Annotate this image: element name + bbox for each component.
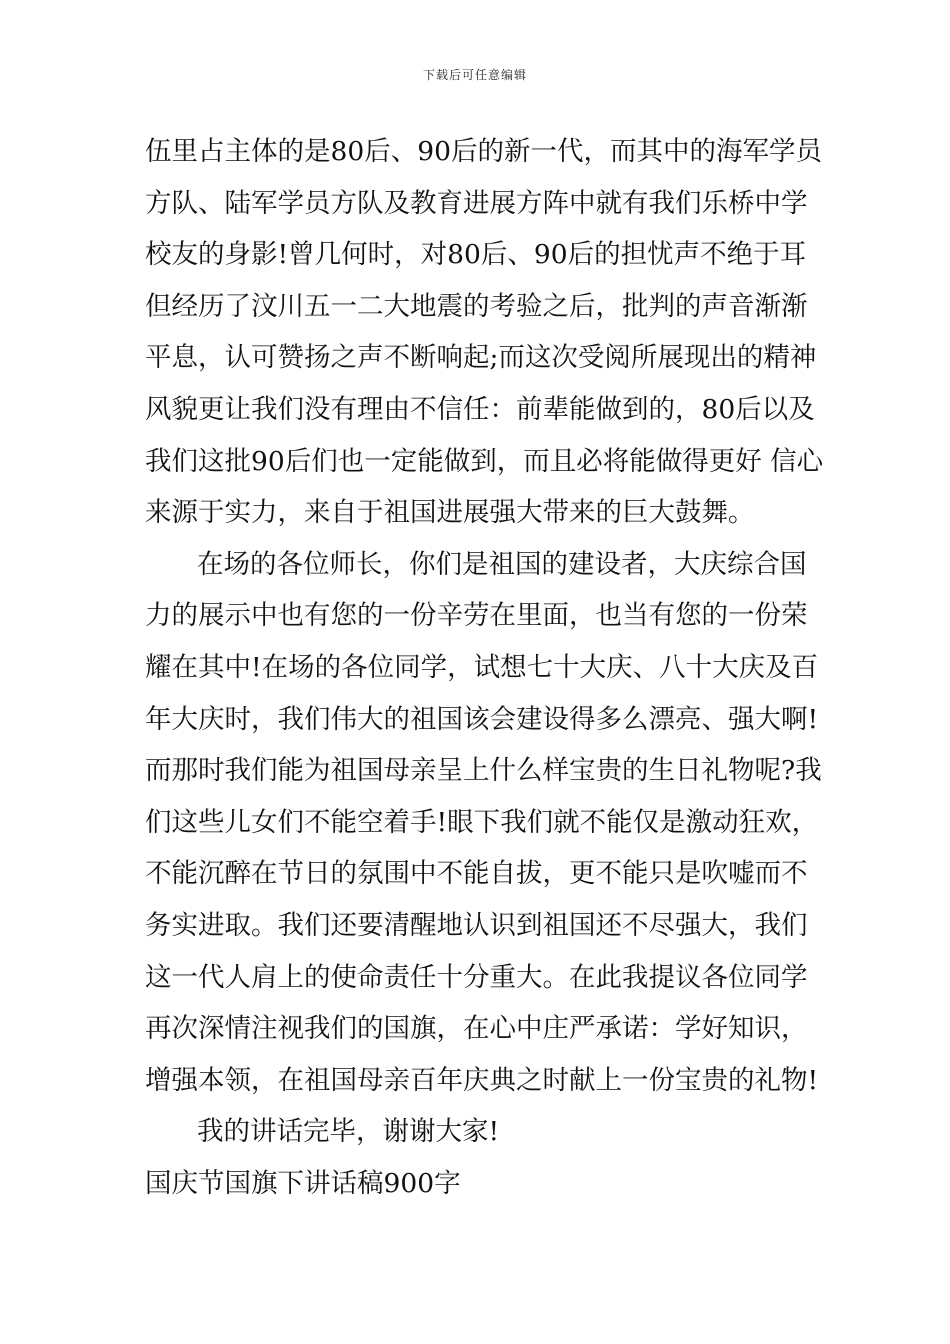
text-line: 国庆节国旗下讲话稿900字 [145,1167,461,1199]
text-line: 伍里占主体的是80后、90后的新一代，而其中的海军学员 [145,136,822,167]
text-line: 力的展示中也有您的一份辛劳在里面，也当有您的一份荣 [145,600,808,632]
text-line: 但经历了汶川五一二大地震的考验之后，批判的声音渐渐 [145,290,808,322]
paragraph [145,539,825,1107]
text-line: 我的讲话完毕，谢谢大家! [197,1116,500,1148]
text-line: 平息，认可赞扬之声不断响起;而这次受阅所展现出的精神 [145,342,817,374]
text-line: 方队、陆军学员方队及教育进展方阵中就有我们乐桥中学 [145,187,808,219]
paragraph [145,1106,825,1158]
text-line: 们这些儿女们不能空着手!眼下我们就不能仅是激动狂欢， [145,806,819,838]
text-line: 来源于实力，来自于祖国进展强大带来的巨大鼓舞。 [145,497,755,529]
text-line: 我们这批90后们也一定能做到，而且必将能做得更好 信心 [145,445,824,477]
page-header: 下载后可任意编辑 [422,68,527,82]
text-line: 而那时我们能为祖国母亲呈上什么样宝贵的生日礼物呢?我 [145,755,822,787]
text-line: 风貌更让我们没有理由不信任：前辈能做到的，80后以及 [145,393,815,425]
text-line: 耀在其中!在场的各位同学，试想七十大庆、八十大庆及百 [145,651,819,683]
text-line: 不能沉醉在节日的氛围中不能自拔，更不能只是吹嘘而不 [145,858,808,890]
paragraph [145,1158,825,1210]
text-line: 务实进取。我们还要清醒地认识到祖国还不尽强大，我们 [145,909,808,941]
text-line: 在场的各位师长，你们是祖国的建设者，大庆综合国 [197,548,807,580]
document-body [145,126,825,1209]
paragraph [145,126,825,539]
text-line: 校友的身影!曾几何时，对80后、90后的担忧声不绝于耳 [145,239,807,271]
text-line: 再次深情注视我们的国旗，在心中庄严承诺：学好知识， [145,1013,808,1045]
text-line: 这一代人肩上的使命责任十分重大。在此我提议各位同学 [145,961,808,993]
text-line: 增强本领，在祖国母亲百年庆典之时献上一份宝贵的礼物! [145,1064,819,1096]
text-line: 年大庆时，我们伟大的祖国该会建设得多么漂亮、强大啊! [145,703,819,735]
